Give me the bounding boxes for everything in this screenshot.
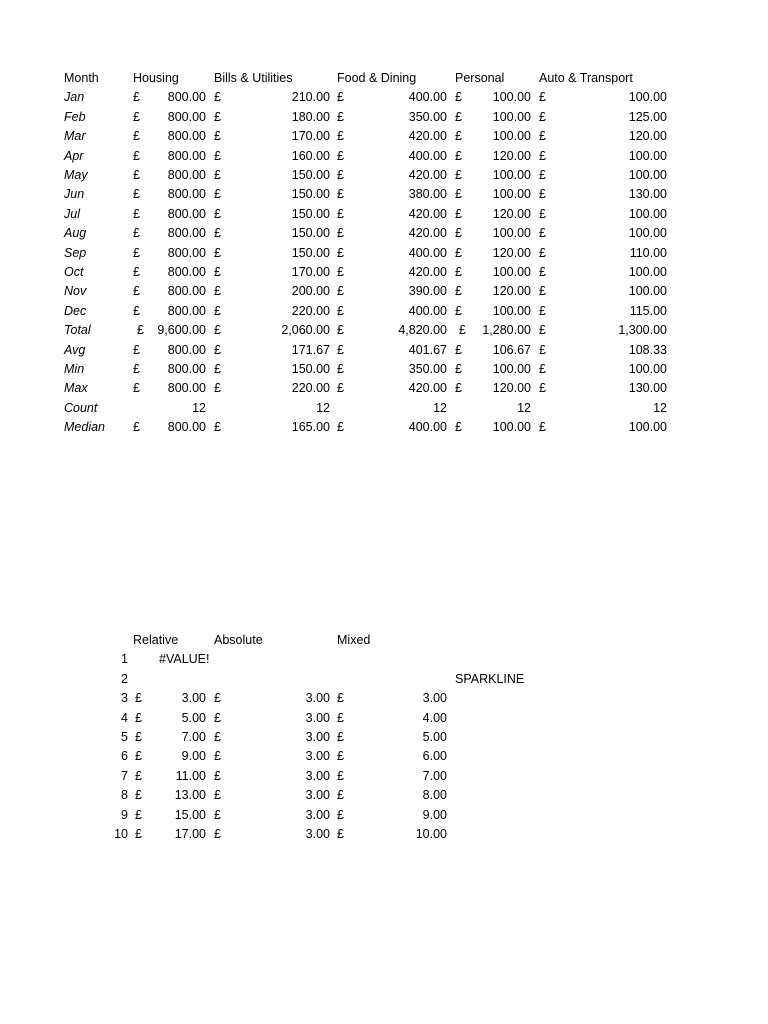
value-cell: 120.00: [492, 148, 531, 163]
currency-symbol: £: [135, 710, 142, 725]
currency-symbol: £: [214, 342, 221, 357]
currency-symbol: £: [539, 265, 546, 279]
value-cell: 100.00: [492, 187, 531, 202]
value-cell: 220.00: [291, 381, 330, 396]
currency-symbol: £: [455, 342, 462, 357]
currency-symbol: £: [214, 768, 221, 783]
currency-symbol: £: [455, 303, 462, 318]
value-cell: 400.00: [408, 303, 447, 318]
relative-value: 7.00: [181, 730, 206, 744]
value-cell: 400.00: [408, 420, 447, 435]
currency-symbol: £: [337, 730, 344, 744]
currency-symbol: £: [337, 284, 344, 299]
value-cell: 800.00: [167, 245, 206, 260]
currency-symbol: £: [137, 323, 144, 338]
value-cell: 100.00: [492, 362, 531, 376]
currency-symbol: £: [214, 691, 221, 706]
value-cell: 400.00: [408, 90, 447, 105]
column-header: Mixed: [337, 633, 371, 647]
value-cell: 420.00: [408, 381, 447, 396]
value-cell: 420.00: [408, 226, 447, 241]
relative-value: 11.00: [175, 768, 206, 783]
value-cell: 100.00: [492, 168, 531, 182]
currency-symbol: £: [337, 148, 344, 163]
row-index: 2: [121, 671, 128, 686]
currency-symbol: £: [337, 168, 344, 182]
value-cell: 120.00: [492, 206, 531, 221]
currency-symbol: £: [133, 362, 140, 376]
currency-symbol: £: [337, 226, 344, 241]
column-header: Month: [64, 71, 99, 85]
row-index: 1: [121, 652, 128, 667]
row-label: Jan: [64, 90, 85, 105]
column-header: Personal: [455, 71, 505, 85]
value-cell: 800.00: [167, 226, 206, 241]
value-cell: 100.00: [628, 90, 667, 105]
value-cell: 100.00: [492, 303, 531, 318]
value-cell: 800.00: [167, 129, 206, 144]
currency-symbol: £: [539, 381, 546, 396]
currency-symbol: £: [214, 90, 221, 105]
value-cell: 120.00: [492, 245, 531, 260]
currency-symbol: £: [455, 187, 462, 202]
value-cell: 100.00: [628, 265, 667, 279]
currency-symbol: £: [337, 827, 344, 841]
column-header: Housing: [133, 71, 179, 85]
absolute-value: 3.00: [305, 827, 330, 841]
value-cell: 150.00: [291, 168, 330, 182]
currency-symbol: £: [337, 788, 344, 803]
currency-symbol: £: [214, 148, 221, 163]
value-cell: 800.00: [167, 362, 206, 376]
currency-symbol: £: [133, 381, 140, 396]
row-label: Aug: [64, 226, 87, 241]
value-cell: 350.00: [408, 362, 447, 376]
mixed-value: 4.00: [422, 710, 447, 725]
currency-symbol: £: [455, 284, 462, 299]
currency-symbol: £: [455, 265, 462, 279]
value-cell: 800.00: [167, 381, 206, 396]
value-cell: 100.00: [628, 226, 667, 241]
value-cell: 120.00: [628, 129, 667, 144]
currency-symbol: £: [455, 226, 462, 241]
mixed-value: 5.00: [422, 730, 447, 744]
currency-symbol: £: [133, 245, 140, 260]
currency-symbol: £: [133, 265, 140, 279]
mixed-value: 6.00: [422, 749, 447, 764]
value-cell: 1,300.00: [618, 323, 667, 338]
value-cell: 170.00: [291, 129, 330, 144]
value-cell: 106.67: [492, 342, 531, 357]
currency-symbol: £: [133, 148, 140, 163]
row-label: Mar: [64, 129, 86, 144]
value-cell: 171.67: [291, 342, 330, 357]
value-cell: 170.00: [291, 265, 330, 279]
relative-value: 9.00: [181, 749, 206, 764]
value-cell: 100.00: [492, 109, 531, 124]
currency-symbol: £: [214, 827, 221, 841]
currency-symbol: £: [337, 90, 344, 105]
row-label: May: [64, 168, 88, 182]
currency-symbol: £: [337, 420, 344, 435]
currency-symbol: £: [455, 245, 462, 260]
currency-symbol: £: [214, 323, 221, 338]
relative-value: 3.00: [181, 691, 206, 706]
currency-symbol: £: [455, 148, 462, 163]
row-label: Max: [64, 381, 88, 396]
value-cell: 200.00: [291, 284, 330, 299]
value-cell: 100.00: [628, 284, 667, 299]
currency-symbol: £: [539, 90, 546, 105]
value-cell: 800.00: [167, 109, 206, 124]
value-cell: 100.00: [628, 362, 667, 376]
currency-symbol: £: [214, 807, 221, 822]
currency-symbol: £: [133, 109, 140, 124]
row-index: 5: [121, 730, 128, 744]
value-cell: 125.00: [628, 109, 667, 124]
relative-value: 5.00: [181, 710, 206, 725]
value-cell: 110.00: [629, 245, 667, 260]
currency-symbol: £: [135, 807, 142, 822]
currency-symbol: £: [455, 168, 462, 182]
column-header: Bills & Utilities: [214, 71, 293, 85]
value-cell: 12: [653, 400, 667, 415]
currency-symbol: £: [214, 788, 221, 803]
value-cell: 800.00: [167, 342, 206, 357]
value-cell: 100.00: [628, 420, 667, 435]
currency-symbol: £: [337, 265, 344, 279]
column-header: Food & Dining: [337, 71, 417, 85]
currency-symbol: £: [337, 749, 344, 764]
currency-symbol: £: [337, 187, 344, 202]
value-cell: 108.33: [628, 342, 667, 357]
currency-symbol: £: [337, 710, 344, 725]
currency-symbol: £: [455, 381, 462, 396]
currency-symbol: £: [337, 245, 344, 260]
currency-symbol: £: [539, 129, 546, 144]
value-cell: 100.00: [492, 90, 531, 105]
value-cell: 420.00: [408, 265, 447, 279]
currency-symbol: £: [539, 303, 546, 318]
row-index: 9: [121, 807, 128, 822]
currency-symbol: £: [539, 245, 546, 260]
value-cell: 800.00: [167, 148, 206, 163]
value-cell: 350.00: [408, 109, 447, 124]
value-cell: 165.00: [291, 420, 330, 435]
value-cell: 800.00: [167, 206, 206, 221]
currency-symbol: £: [214, 206, 221, 221]
value-cell: 150.00: [291, 187, 330, 202]
row-index: 6: [121, 749, 128, 764]
currency-symbol: £: [214, 109, 221, 124]
value-cell: 800.00: [167, 420, 206, 435]
currency-symbol: £: [214, 187, 221, 202]
row-label: Avg: [64, 342, 86, 357]
currency-symbol: £: [135, 788, 142, 803]
value-cell: 100.00: [492, 265, 531, 279]
mixed-value: 7.00: [422, 768, 447, 783]
column-header: Auto & Transport: [539, 71, 633, 85]
value-cell: 130.00: [628, 381, 667, 396]
currency-symbol: £: [214, 245, 221, 260]
row-label: Jul: [64, 206, 80, 221]
column-header: Absolute: [214, 633, 263, 647]
currency-symbol: £: [135, 749, 142, 764]
currency-symbol: £: [214, 284, 221, 299]
value-cell: 9,600.00: [157, 323, 206, 338]
currency-symbol: £: [133, 187, 140, 202]
absolute-value: 3.00: [305, 730, 330, 744]
value-cell: 115.00: [629, 303, 667, 318]
relative-value: 17.00: [174, 827, 206, 841]
currency-symbol: £: [539, 148, 546, 163]
currency-symbol: £: [214, 710, 221, 725]
value-cell: 420.00: [408, 168, 447, 182]
currency-symbol: £: [459, 323, 466, 338]
currency-symbol: £: [539, 420, 546, 435]
value-cell: 420.00: [408, 129, 447, 144]
value-cell: 100.00: [628, 168, 667, 182]
currency-symbol: £: [135, 691, 142, 706]
row-index: 8: [121, 788, 128, 803]
currency-symbol: £: [539, 362, 546, 376]
currency-symbol: £: [135, 730, 142, 744]
currency-symbol: £: [539, 323, 546, 338]
currency-symbol: £: [337, 303, 344, 318]
currency-symbol: £: [133, 90, 140, 105]
currency-symbol: £: [214, 381, 221, 396]
currency-symbol: £: [539, 284, 546, 299]
value-cell: 100.00: [492, 420, 531, 435]
row-index: 4: [121, 710, 128, 725]
mixed-value: 10.00: [415, 827, 447, 841]
currency-symbol: £: [214, 265, 221, 279]
row-index: 10: [114, 827, 128, 841]
value-cell: 120.00: [492, 284, 531, 299]
currency-symbol: £: [135, 768, 142, 783]
sparkline-label: SPARKLINE: [455, 671, 525, 686]
currency-symbol: £: [337, 323, 344, 338]
currency-symbol: £: [214, 129, 221, 144]
value-cell: 800.00: [167, 187, 206, 202]
currency-symbol: £: [539, 168, 546, 182]
currency-symbol: £: [337, 362, 344, 376]
row-index: 3: [121, 691, 128, 706]
value-cell: 180.00: [291, 109, 330, 124]
value-cell: 150.00: [291, 245, 330, 260]
row-label: Apr: [64, 148, 84, 163]
currency-symbol: £: [539, 109, 546, 124]
currency-symbol: £: [539, 187, 546, 202]
currency-symbol: £: [133, 284, 140, 299]
value-cell: 100.00: [492, 129, 531, 144]
currency-symbol: £: [214, 362, 221, 376]
mixed-value: 9.00: [422, 807, 447, 822]
currency-symbol: £: [133, 226, 140, 241]
currency-symbol: £: [337, 768, 344, 783]
value-cell: 800.00: [167, 284, 206, 299]
row-label: Median: [64, 420, 105, 435]
value-cell: 1,280.00: [482, 323, 531, 338]
currency-symbol: £: [214, 420, 221, 435]
value-cell: 220.00: [291, 303, 330, 318]
error-value: #VALUE!: [159, 652, 210, 667]
currency-symbol: £: [337, 109, 344, 124]
currency-symbol: £: [214, 303, 221, 318]
value-cell: 210.00: [291, 90, 330, 105]
value-cell: 400.00: [408, 148, 447, 163]
absolute-value: 3.00: [305, 749, 330, 764]
currency-symbol: £: [133, 206, 140, 221]
row-label: Jun: [64, 187, 85, 202]
value-cell: 150.00: [291, 206, 330, 221]
currency-symbol: £: [133, 342, 140, 357]
currency-symbol: £: [337, 342, 344, 357]
absolute-value: 3.00: [305, 768, 330, 783]
absolute-value: 3.00: [305, 807, 330, 822]
value-cell: 120.00: [492, 381, 531, 396]
column-header: Relative: [133, 633, 179, 647]
relative-value: 13.00: [174, 788, 206, 803]
currency-symbol: £: [455, 362, 462, 376]
value-cell: 150.00: [291, 226, 330, 241]
mixed-value: 8.00: [422, 788, 447, 803]
mixed-value: 3.00: [422, 691, 447, 706]
row-label: Oct: [64, 265, 84, 279]
currency-symbol: £: [214, 730, 221, 744]
currency-symbol: £: [337, 206, 344, 221]
value-cell: 100.00: [628, 148, 667, 163]
value-cell: 800.00: [167, 90, 206, 105]
currency-symbol: £: [133, 420, 140, 435]
currency-symbol: £: [337, 129, 344, 144]
row-label: Count: [64, 400, 98, 415]
value-cell: 12: [192, 400, 206, 415]
absolute-value: 3.00: [305, 788, 330, 803]
value-cell: 401.67: [408, 342, 447, 357]
currency-symbol: £: [539, 206, 546, 221]
currency-symbol: £: [539, 342, 546, 357]
value-cell: 12: [433, 400, 447, 415]
row-label: Sep: [64, 245, 87, 260]
currency-symbol: £: [135, 827, 142, 841]
currency-symbol: £: [133, 129, 140, 144]
value-cell: 380.00: [408, 187, 447, 202]
value-cell: 800.00: [167, 265, 206, 279]
row-label: Min: [64, 362, 85, 376]
currency-symbol: £: [214, 226, 221, 241]
row-label: Nov: [64, 284, 87, 299]
currency-symbol: £: [455, 129, 462, 144]
currency-symbol: £: [133, 303, 140, 318]
currency-symbol: £: [337, 691, 344, 706]
value-cell: 12: [316, 400, 330, 415]
relative-value: 15.00: [174, 807, 206, 822]
row-label: Total: [64, 323, 91, 338]
currency-symbol: £: [455, 206, 462, 221]
value-cell: 800.00: [167, 303, 206, 318]
value-cell: 800.00: [167, 168, 206, 182]
value-cell: 2,060.00: [281, 323, 330, 338]
currency-symbol: £: [455, 109, 462, 124]
currency-symbol: £: [455, 420, 462, 435]
currency-symbol: £: [337, 381, 344, 396]
absolute-value: 3.00: [305, 710, 330, 725]
value-cell: 130.00: [628, 187, 667, 202]
currency-symbol: £: [539, 226, 546, 241]
row-index: 7: [121, 768, 128, 783]
value-cell: 12: [517, 400, 531, 415]
row-label: Feb: [64, 109, 86, 124]
value-cell: 160.00: [291, 148, 330, 163]
row-label: Dec: [64, 303, 87, 318]
value-cell: 400.00: [408, 245, 447, 260]
absolute-value: 3.00: [305, 691, 330, 706]
currency-symbol: £: [214, 168, 221, 182]
value-cell: 100.00: [492, 226, 531, 241]
value-cell: 150.00: [291, 362, 330, 376]
currency-symbol: £: [214, 749, 221, 764]
currency-symbol: £: [455, 90, 462, 105]
value-cell: 420.00: [408, 206, 447, 221]
value-cell: 390.00: [408, 284, 447, 299]
currency-symbol: £: [337, 807, 344, 822]
currency-symbol: £: [133, 168, 140, 182]
value-cell: 100.00: [628, 206, 667, 221]
value-cell: 4,820.00: [398, 323, 447, 338]
